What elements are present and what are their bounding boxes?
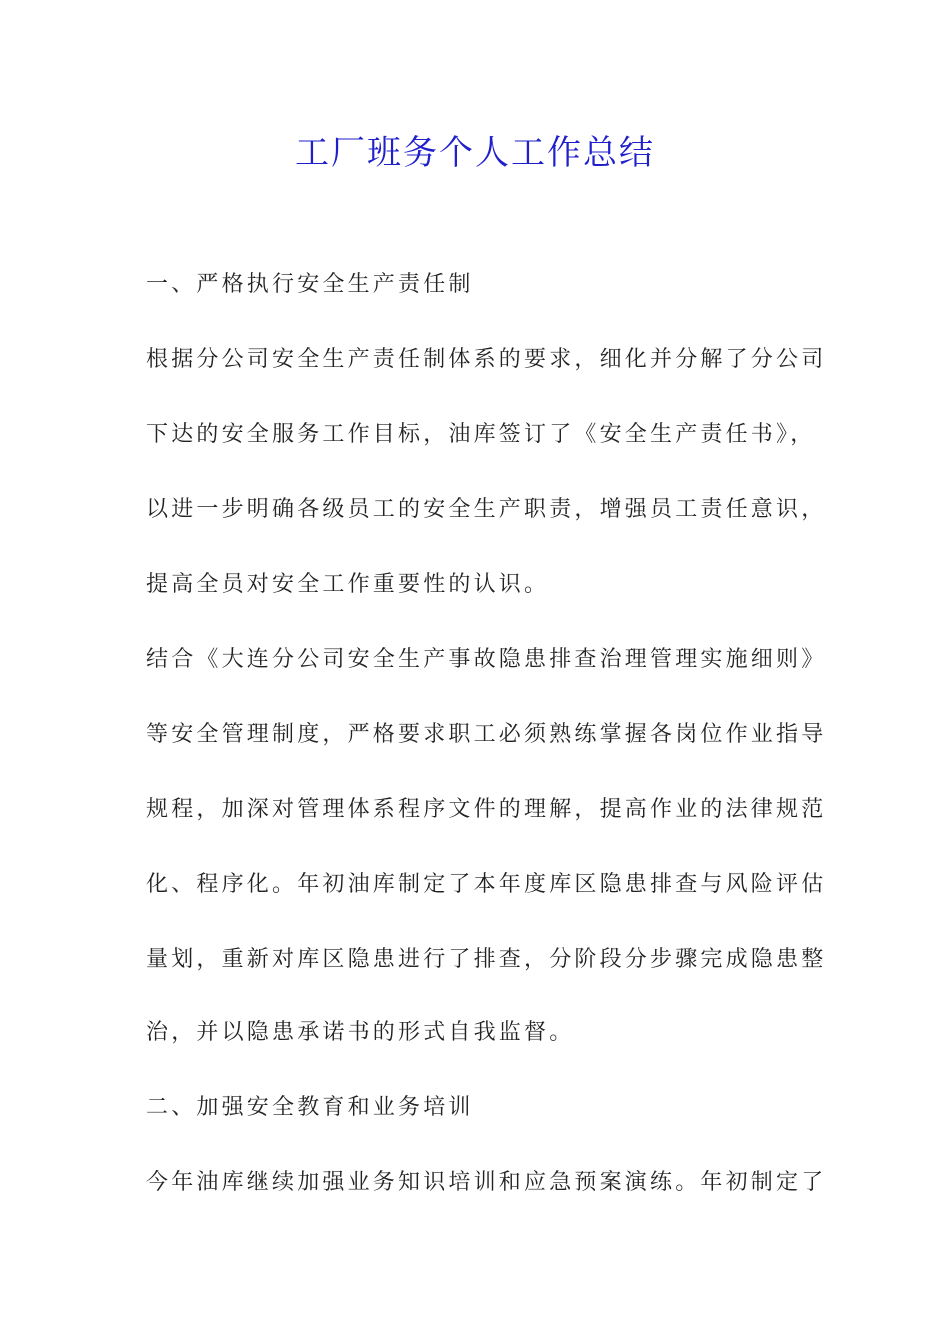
paragraph-line: 治，并以隐患承诺书的形式自我监督。	[146, 1020, 575, 1045]
paragraph-line: 等安全管理制度，严格要求职工必须熟练掌握各岗位作业指导	[146, 722, 827, 747]
paragraph-line: 规程，加深对管理体系程序文件的理解，提高作业的法律规范	[146, 797, 827, 822]
paragraph-line: 今年油库继续加强业务知识培训和应急预案演练。年初制定了	[146, 1170, 827, 1195]
paragraph-line: 化、程序化。年初油库制定了本年度库区隐患排查与风险评估	[146, 872, 827, 897]
paragraph-line: 下达的安全服务工作目标，油库签订了《安全生产责任书》，	[146, 422, 816, 447]
section-heading-2: 二、加强安全教育和业务培训	[146, 1095, 474, 1120]
paragraph-line: 以进一步明确各级员工的安全生产职责，增强员工责任意识，	[146, 497, 827, 522]
section-heading-1: 一、严格执行安全生产责任制	[146, 272, 474, 297]
paragraph-line: 量划，重新对库区隐患进行了排查，分阶段分步骤完成隐患整	[146, 947, 827, 972]
document-title: 工厂班务个人工作总结	[295, 133, 655, 173]
paragraph-line: 根据分公司安全生产责任制体系的要求，细化并分解了分公司	[146, 347, 827, 372]
paragraph-line: 结合《大连分公司安全生产事故隐患排查治理管理实施细则》	[146, 647, 827, 672]
paragraph-line: 提高全员对安全工作重要性的认识。	[146, 572, 550, 597]
